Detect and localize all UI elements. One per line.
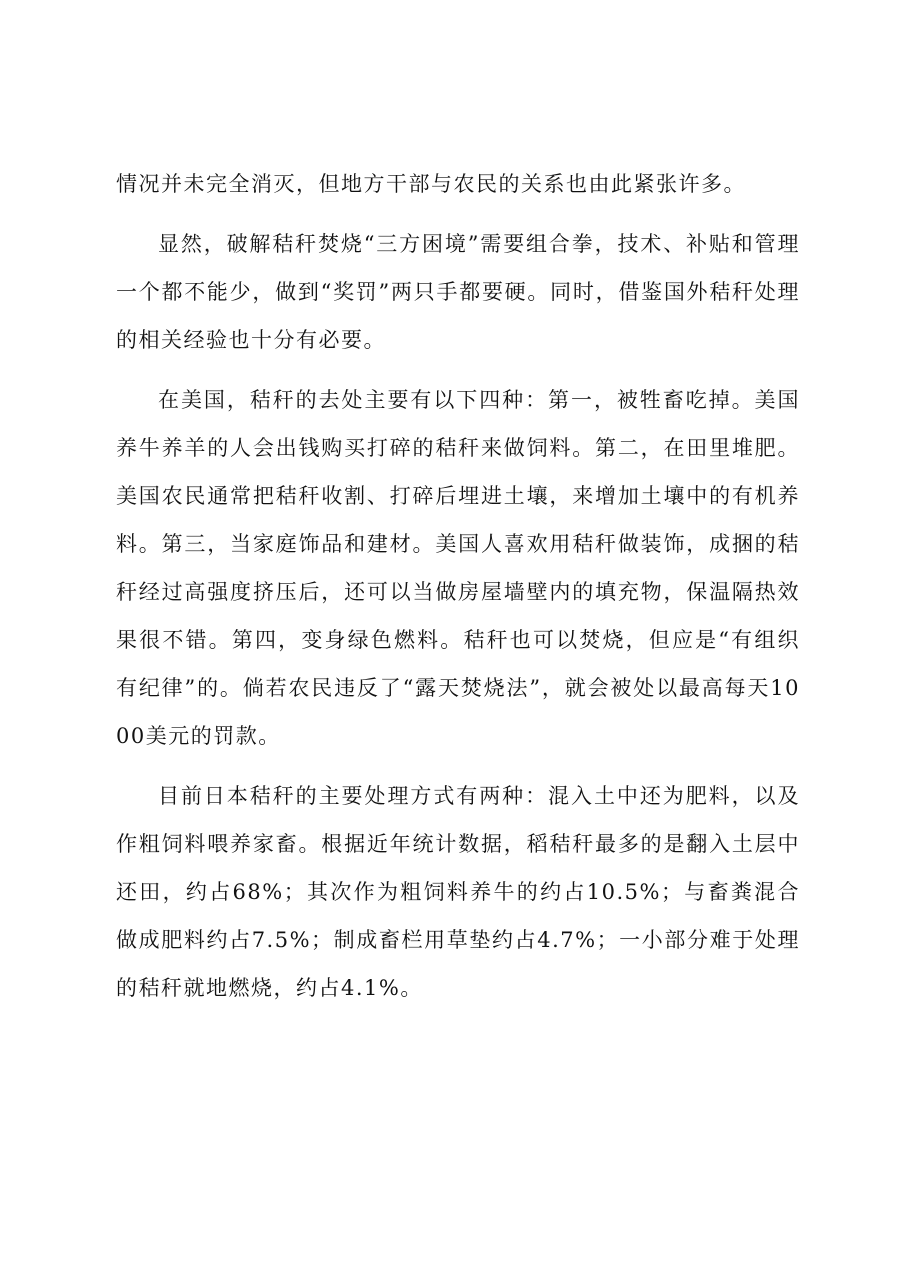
paragraph-continuation: 情况并未完全消灭，但地方干部与农民的关系也由此紧张许多。 [116,172,746,196]
paragraph-usa-straw-handling: 在美国，秸秆的去处主要有以下四种：第一，被牲畜吃掉。美国养牛养羊的人会出钱购买打碎的秸秆来做饲料。第二，在田里堆肥。美国农民通常把秸秆收割、打碎后埋进土壤，来增加土壤中的有机养料。第三，当家庭饰品和建材。美国人喜欢用秸秆做装饰，成捆的秸秆经过高强度挤压后，还可以当做房屋墙壁内的填充物，保温隔热效果很不错。第四，变身绿色燃料。秸秆也可以焚烧，但应是“有组织有纪律”的。倘若农民违反了“露天焚烧法”，就会被处以最高每天1000美元的罚款。 [116,388,800,748]
paragraph-japan-straw-handling: 目前日本秸秆的主要处理方式有两种：混入土中还为肥料，以及作粗饲料喂养家畜。根据近年统计数据，稻秸秆最多的是翻入土层中还田，约占68%；其次作为粗饲料养牛的约占10.5%；与畜粪混合做成肥料约占7.5%；制成畜栏用草垫约占4.7%；一小部分难于处理的秸秆就地燃烧，约占4.1%。 [116,784,800,1000]
paragraph-straw-burning-dilemma: 显然，破解秸秆焚烧“三方困境”需要组合拳，技术、补贴和管理一个都不能少，做到“奖罚”两只手都要硬。同时，借鉴国外秸秆处理的相关经验也十分有必要。 [116,232,800,352]
document-body [116,160,800,1024]
